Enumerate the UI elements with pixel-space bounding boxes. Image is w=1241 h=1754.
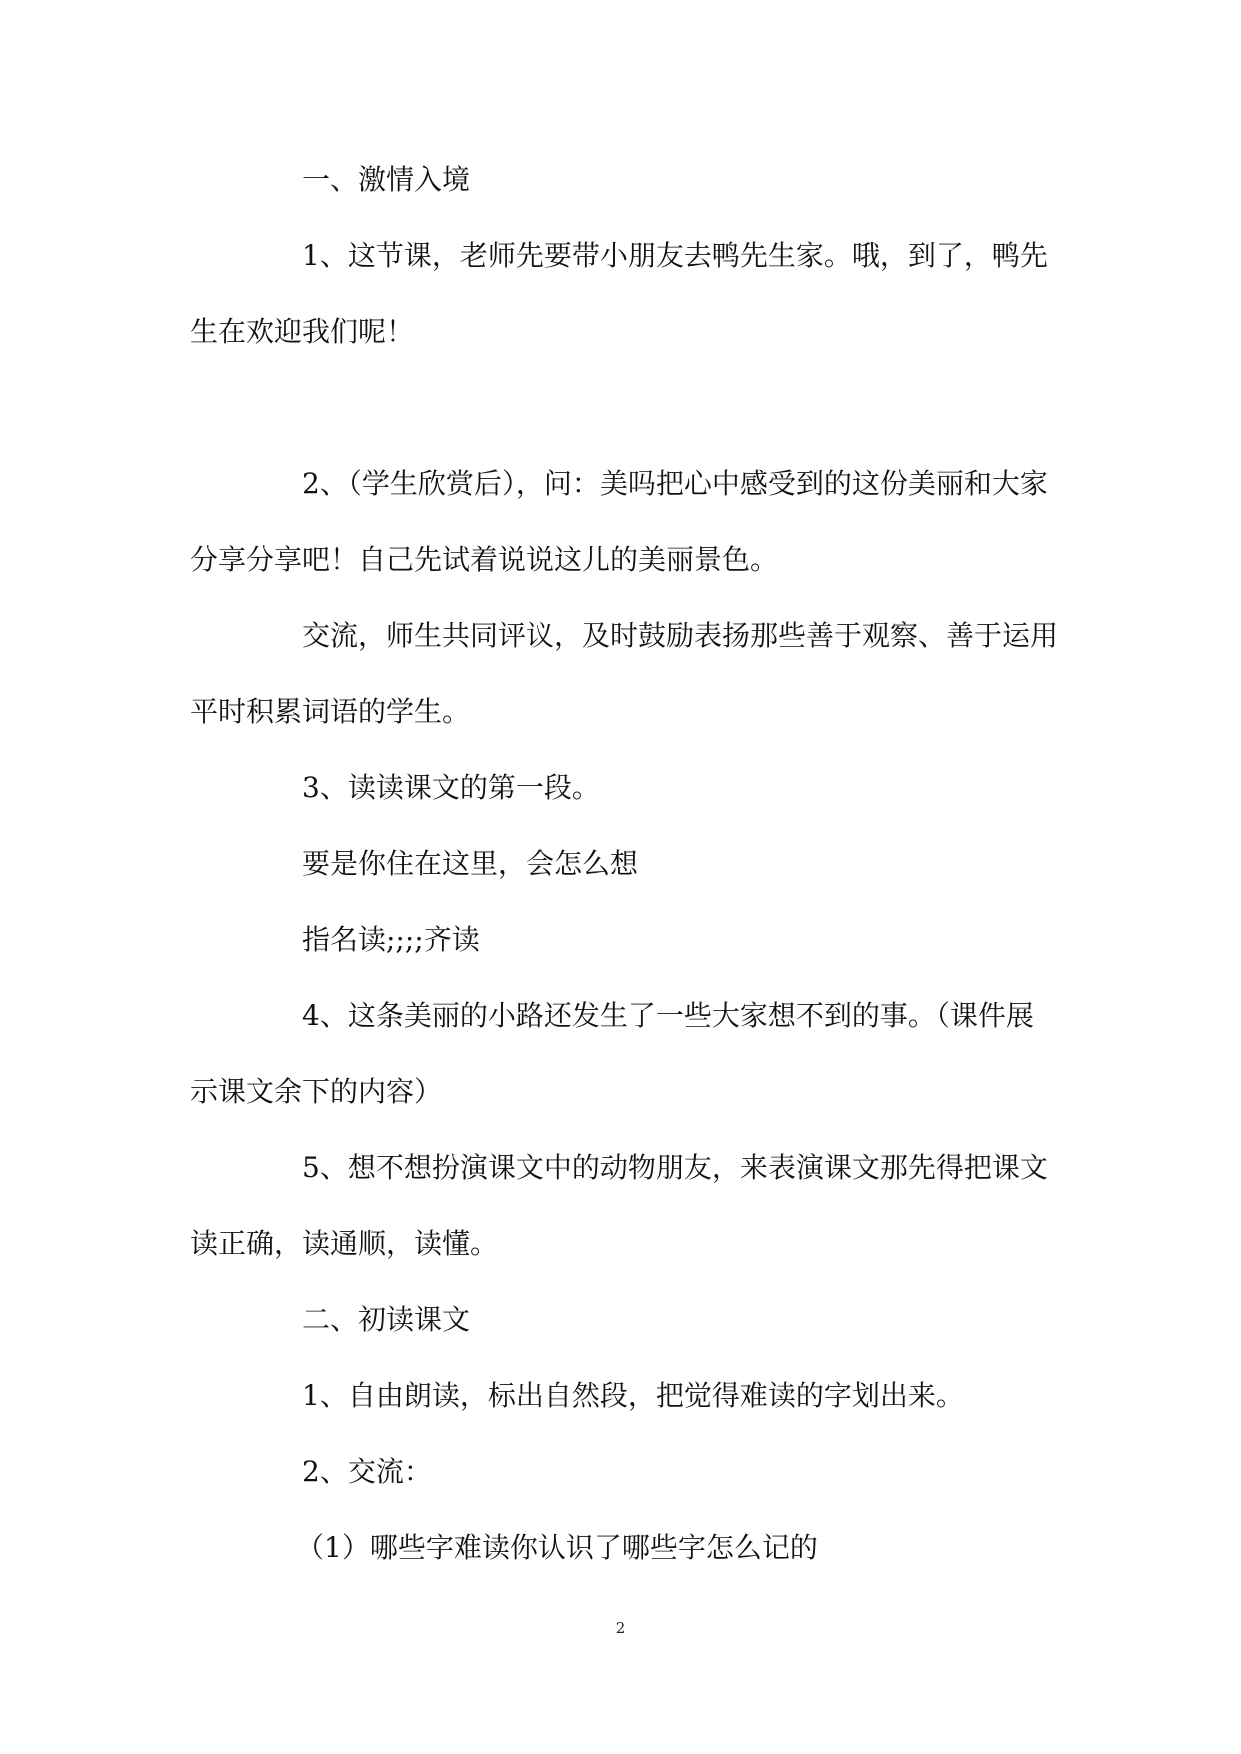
paragraph-2: 2、（学生欣赏后），问：美吗把心中感受到的这份美丽和大家分享分享吧！自己先试着说说这儿的美丽景色。 xyxy=(190,467,1048,576)
section-heading-1: 一、激情入境 xyxy=(302,163,471,196)
paragraph-6: 1、自由朗读，标出自然段，把觉得难读的字划出来。 xyxy=(302,1379,964,1412)
paragraph-exchange: 交流，师生共同评议，及时鼓励表扬那些善于观察、善于运用平时积累词语的学生。 xyxy=(190,619,1059,728)
paragraph-5: 5、想不想扮演课文中的动物朋友，来表演课文那先得把课文读正确，读通顺，读懂。 xyxy=(190,1151,1048,1260)
paragraph-8: （1）哪些字难读你认识了哪些字怎么记的 xyxy=(296,1531,818,1564)
paragraph-1: 1、这节课，老师先要带小朋友去鸭先生家。哦，到了，鸭先生在欢迎我们呢！ xyxy=(190,239,1048,348)
blank-line xyxy=(190,370,1060,446)
page-number: 2 xyxy=(615,1619,626,1637)
section-heading-2: 二、初读课文 xyxy=(302,1303,471,1336)
paragraph-question: 要是你住在这里，会怎么想 xyxy=(302,847,639,880)
paragraph-3: 3、读读课文的第一段。 xyxy=(302,771,600,804)
paragraph-reading: 指名读;;;;齐读 xyxy=(302,923,480,956)
paragraph-7: 2、交流： xyxy=(302,1455,432,1488)
body-text xyxy=(190,142,1060,1586)
paragraph-4: 4、这条美丽的小路还发生了一些大家想不到的事。（课件展示课文余下的内容） xyxy=(190,999,1034,1108)
